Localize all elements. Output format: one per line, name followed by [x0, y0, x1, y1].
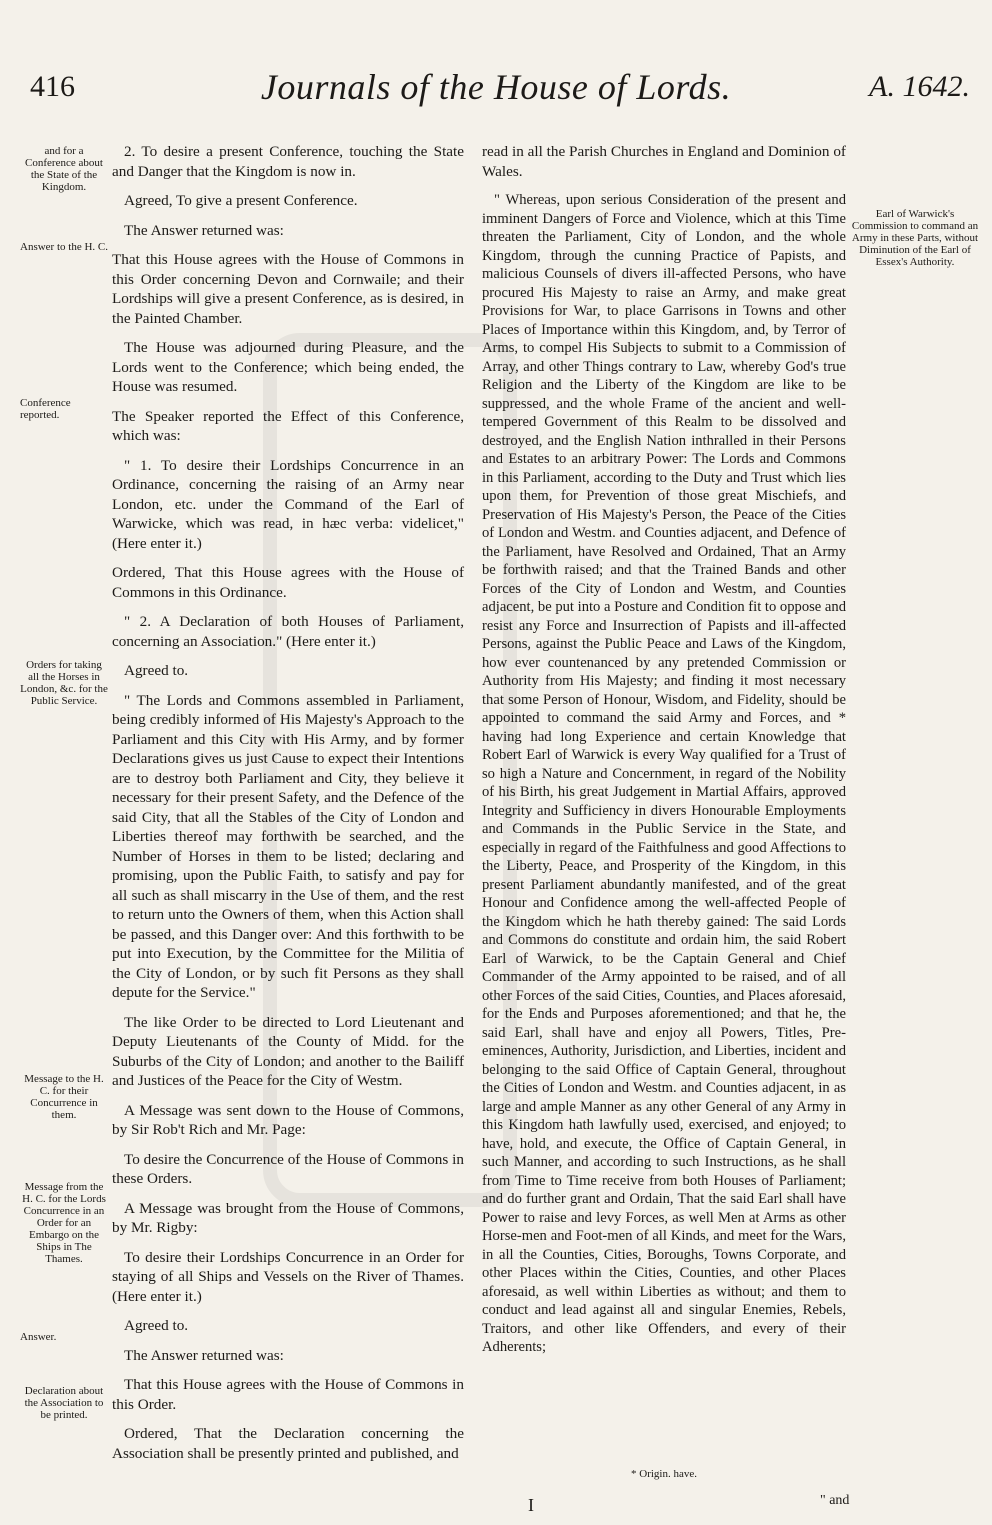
catchword: " and	[820, 1493, 850, 1508]
footnote: * Origin. have.	[631, 1468, 697, 1480]
paragraph: Agreed, To give a present Conference.	[124, 192, 358, 209]
paragraph: That this House agrees with the House of Commons in this Order.	[112, 1376, 464, 1413]
paragraph: Ordered, That the Declaration concerning the Association shall be presently printed and published, and	[112, 1425, 464, 1462]
paragraph: That this House agrees with the House of Commons in this Order concerning Devon and Cornwaile; and their Lordships will give a present Conference, as is desired, in the Painted Chamber.	[112, 251, 464, 327]
paragraph: The like Order to be directed to Lord Lieutenant and Deputy Lieutenants of the County of Midd. for the Suburbs of the City of London; and another to the Bailiff and Justices of the Peace for the City of Westm.	[112, 1013, 464, 1089]
margin-note: Message from the H. C. for the Lords Concurrence in an Order for an Embargo on the Ships in The Thames.	[22, 1181, 106, 1265]
paragraph: A Message was brought from the House of Commons, by Mr. Rigby:	[112, 1199, 464, 1236]
paragraph: " 2. A Declaration of both Houses of Parliament, concerning an Association." (Here enter it.)	[112, 613, 464, 650]
page-number: 416	[30, 70, 75, 103]
margin-note: and for a Conference about the State of the Kingdom.	[25, 145, 103, 193]
paragraph: To desire their Lordships Concurrence in an Order for staying of all Ships and Vessels on the River of Thames. (Here enter it.)	[112, 1248, 464, 1305]
margin-note: Message to the H. C. for their Concurrence in them.	[24, 1073, 104, 1121]
running-title: Journals of the House of Lords.	[260, 67, 732, 107]
page-header	[0, 62, 992, 122]
paragraph: Agreed to.	[124, 662, 189, 679]
paragraph: " 1. To desire their Lordships Concurrence in an Ordinance, concerning the raising of an Army near London, etc. under the Command of the Earl of Warwicke, which was read, in hæc verba: videlicet," (Here enter it.)	[112, 456, 464, 552]
margin-note: Answer.	[20, 1331, 57, 1343]
margin-note: Orders for taking all the Horses in London, &c. for the Public Service.	[20, 659, 108, 707]
paragraph: The Answer returned was:	[124, 221, 284, 239]
paragraph: The Answer returned was:	[124, 1346, 284, 1364]
paragraph: read in all the Parish Churches in England and Dominion of Wales.	[482, 143, 846, 180]
margin-note: Declaration about the Association to be printed.	[24, 1385, 104, 1421]
page-year: A. 1642.	[869, 70, 970, 103]
left-column	[112, 142, 464, 1473]
paragraph: Ordered, That this House agrees with the House of Commons in this Ordinance.	[112, 564, 464, 601]
paragraph: A Message was sent down to the House of Commons, by Sir Rob't Rich and Mr. Page:	[112, 1101, 464, 1138]
margin-note: Conference reported.	[20, 397, 71, 421]
paragraph: Agreed to.	[124, 1317, 189, 1334]
paragraph: " The Lords and Commons assembled in Parliament, being credibly informed of His Majesty's Approach to the Parliament and this City with His Army, and by former Declarations gives us just Cause to expect their Intentions are to destroy both Parliament and City, they believe it necessary for their present Safety, and the Defence of the said City, that all the Stables of the City of London and Liberties thereof may forthwith be searched, and the Number of Horses in them to be listed; declaring and promising, upon the Public Faith, to satisfy and pay for all such as shall miscarry in the Use of them, and the rest to return unto the Owners of them, when this Action shall be passed, and this Danger over: And this forthwith to be put into Execution, by the Committee for the Militia of the City of London, or by such fit Persons as they shall depute for the Service."	[112, 691, 464, 1001]
paragraph: The Speaker reported the Effect of this Conference, which was:	[112, 407, 464, 444]
margin-note: Earl of Warwick's Commission to command an Army in these Parts, without Diminution of the Earl of Essex's Authority.	[851, 208, 979, 268]
paragraph: 2. To desire a present Conference, touching the State and Danger that the Kingdom is now in.	[112, 143, 464, 180]
signature-mark: I	[528, 1495, 534, 1515]
right-column	[482, 142, 846, 1367]
paragraph: The House was adjourned during Pleasure, and the Lords went to the Conference; which being ended, the House was resumed.	[112, 339, 464, 395]
paragraph: To desire the Concurrence of the House of Commons in these Orders.	[112, 1150, 464, 1187]
margin-note: Answer to the H. C.	[20, 241, 108, 253]
paragraph: " Whereas, upon serious Consideration of the present and imminent Dangers of Force and Violence, which at this Time threaten the Parliament, City of London, and the whole Kingdom, through the cunning Practice of Papists, and malicious Counsels of divers ill-affected Persons, who have procured His Majesty to raise an Army, and make great Provisions for War, to place Garrisons in Towns and other Places of Importance within this Kingdom, and, by Terror of Arms, to compel His Subjects to submit to a Commission of Array, and other Things contrary to Law, whereby God's true Religion and the Liberty of the Kingdom are like to be suppressed, and the whole Frame of the ancient and well-tempered Government of this Realm to be dissolved and destroyed, and the English Nation inthralled in their Persons and Estates to an arbitrary Power: The Lords and Commons in this Parliament, according to the Duty and Trust which lies upon them, for Prevention of those great Mischiefs, and Preservation of His Majesty's Person, the Peace of the Cities of London and Westm. and Counties adjacent, and Defence of the Parliament, have Resolved and Ordained, That an Army be forthwith raised; and that the Trained Bands and other Forces of the City of London and Westm, and Counties adjacent, be put into a Posture and Condition fit to oppose and resist any Force and Insurrection of Papists and ill-affected Persons, against the Public Peace and Laws of the Kingdom, how ever countenanced by any pretended Commission or Authority from His Majesty; and finding it most necessary that some Person of Honour, Wisdom, and Fidelity, should be appointed to command the said Army and Forces, and * having had long Experience and certain Knowledge that Robert Earl of Warwick is every Way qualified for a Trust of so high a Nature and Concernment, in regard of the Nobility of his Birth, his great Judgement in Martial Affairs, approved Integrity and Sufficiency in divers Honourable Employments and Commands in the Public Service in the State, and especially in regard of the Faithfulness and good Affections to the Liberty, Peace, and Prosperity of the Kingdom, in this present Parliament abundantly manifested, and of the great Honour and Confidence among the well-affected People of the Kingdom which he hath thereby gained: The said Lords and Commons do constitute and ordain him, the said Robert Earl of Warwick, to be the Captain General and Chief Commander of the Army appointed to be raised, and of all other Forces of the said Cities, Counties, and Places aforesaid, for the Ends and Purposes aforementioned; and that he, the said Earl, shall have and enjoy all Powers, Titles, Pre-eminences, Authority, Jurisdiction, and Liberties, incident and belonging to the said Office of Captain General, throughout the Cities of London and Westm. and Counties adjacent, in as large and ample Manner as any other General of any Army in this Kingdom hath lawfully used, exercised, and enjoyed; to have, hold, and execute, the Office of Captain General, in such Manner, and according to such Instructions, as he shall from Time to Time receive from both Houses of Parliament; and do further grant and Ordain, That the said Earl shall have Power to raise and levy Forces, as well Men at Arms as other Horse-men and Foot-men of all Kinds, and meet for the Wars, in all the Counties, Cities, Boroughs, Towns Corporate, and other Places within the Cities, Counties, and other Places aforesaid, as well within Liberties as without; and them to conduct and lead against all and singular Enemies, Rebels, Traitors, and other like Offenders, and every of their Adherents;	[482, 192, 846, 1355]
